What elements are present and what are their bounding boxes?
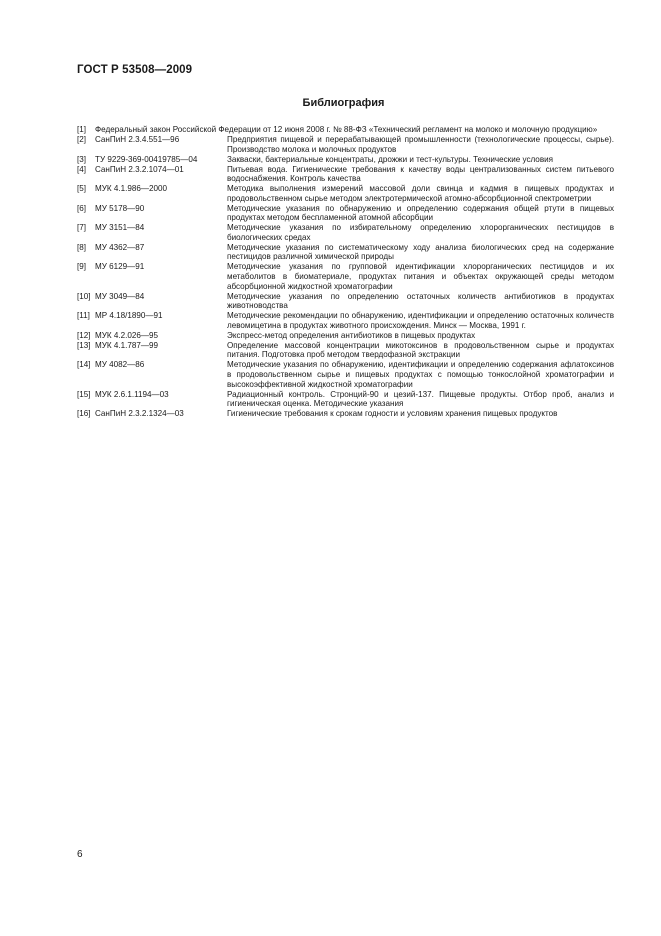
entry-reference: СанПиН 2.3.2.1324—03: [95, 409, 184, 419]
bibliography-entry: [77, 262, 614, 291]
entry-description: Методические указания по систематическому ходу анализа биологических сред на содержание пестицидов различной химической природы: [227, 242, 614, 262]
bibliography-entry: [77, 135, 614, 154]
bibliography-entry: [77, 165, 614, 184]
bibliography-entry: [77, 204, 614, 223]
entry-number: [5]: [77, 184, 86, 194]
entry-reference: МР 4.18/1890—91: [95, 311, 163, 321]
entry-number: [3]: [77, 154, 86, 164]
entry-number: [16]: [77, 409, 91, 419]
standard-code: ГОСТ Р 53508—2009: [77, 64, 193, 76]
bibliography-entry: [77, 341, 614, 360]
entry-reference: СанПиН 2.3.2.1074—01: [95, 164, 184, 174]
bibliography-entry: [77, 125, 614, 135]
entry-number: [8]: [77, 242, 86, 252]
entry-description: Предприятия пищевой и перерабатывающей промышленности (технологические процессы, сырье). Производство молока и молочных продуктов: [227, 134, 614, 154]
bibliography-entry: [77, 292, 614, 311]
entry-description: Методические указания по избирательному определению хлорорганических пестицидов в биологических средах: [227, 223, 614, 242]
entry-number: [7]: [77, 223, 86, 233]
entry-reference: МУ 4362—87: [95, 242, 145, 252]
entry-number: [10]: [77, 291, 91, 301]
entry-number: [11]: [77, 311, 90, 321]
entry-description: Питьевая вода. Гигиенические требования к качеству воды централизованных систем питьевого водоснабжения. Контроль качества: [227, 164, 614, 184]
entry-description: Методические указания по обнаружению, идентификации и определению содержания афлатоксинов в продовольственном сырье и пищевых продуктах с помощью тонкослойной хроматографии и высокоэффективной жидкостной хроматографии: [227, 360, 614, 389]
bibliography-entry: [77, 243, 614, 262]
entry-reference: МУ 6129—91: [95, 262, 145, 272]
entry-reference: МУК 2.6.1.1194—03: [95, 389, 169, 399]
entry-reference: СанПиН 2.3.4.551—96: [95, 134, 180, 144]
entry-reference: МУК 4.1.787—99: [95, 340, 158, 350]
entry-description: Методика выполнения измерений массовой доли свинца и кадмия в пищевых продуктах и продовольственном сырье методом электротермической атомно-абсорбционной спектрометрии: [227, 184, 614, 203]
entry-number: [2]: [77, 134, 86, 144]
entry-number: [15]: [77, 389, 91, 399]
entry-description: Федеральный закон Российской Федерации от 12 июня 2008 г. № 88-ФЗ «Технический регламент на молоко и молочную продукцию»: [95, 125, 598, 134]
entry-description: Гигиенические требования к срокам годности и условиям хранения пищевых продуктов: [227, 409, 558, 419]
bibliography-entry: [77, 409, 614, 419]
bibliography-entry: [77, 331, 614, 341]
bibliography-title: Библиография: [302, 97, 385, 109]
entry-reference: МУК 4.2.026—95: [95, 330, 158, 340]
entry-number: [9]: [77, 262, 86, 272]
entry-reference: МУ 3049—84: [95, 291, 145, 301]
page-number: 6: [77, 849, 83, 860]
entry-description: Закваски, бактериальные концентраты, дрожжи и тест-культуры. Технические условия: [227, 154, 554, 164]
entry-reference: МУК 4.1.986—2000: [95, 184, 167, 194]
entry-reference: МУ 4082—86: [95, 360, 145, 370]
bibliography-entry: [77, 311, 614, 330]
entry-reference: ТУ 9229-369-00419785—04: [95, 154, 198, 164]
entry-description: Методические указания по определению остаточных количеств антибиотиков в продуктах животноводства: [227, 291, 614, 311]
bibliography-list: [77, 125, 614, 419]
entry-reference: МУ 3151—84: [95, 223, 145, 233]
bibliography-entry: [77, 390, 614, 409]
bibliography-entry: [77, 184, 614, 203]
entry-description: Методические рекомендации по обнаружению, идентификации и определению остаточных количеств левомицетина в продуктах животного происхождения. Минск — Москва, 1991 г.: [227, 311, 614, 330]
bibliography-entry: [77, 223, 614, 242]
entry-description: Методические указания по групповой идентификации хлорорганических пестицидов и их метаболитов в биоматериале, продуктах питания и объектах окружающей среды методом абсорбционной жидкостной хроматографии: [227, 262, 614, 291]
entry-number: [13]: [77, 340, 91, 350]
entry-number: [6]: [77, 203, 86, 213]
entry-reference: МУ 5178—90: [95, 203, 145, 213]
entry-number: [1]: [77, 125, 86, 134]
entry-number: [4]: [77, 164, 86, 174]
entry-description: Методические указания по обнаружению и определению содержания общей ртути в пищевых продуктах методом беспламенной атомной абсорбции: [227, 203, 614, 223]
entry-description: Радиационный контроль. Стронций-90 и цезий-137. Пищевые продукты. Отбор проб, анализ и гигиеническая оценка. Методические указания: [227, 389, 614, 409]
entry-number: [12]: [77, 330, 91, 340]
entry-description: Определение массовой концентрации микотоксинов в продовольственном сырье и продуктах питания. Подготовка проб методом твердофазной экстракции: [227, 340, 614, 360]
entry-number: [14]: [77, 360, 91, 370]
bibliography-entry: [77, 360, 614, 389]
bibliography-entry: [77, 155, 614, 165]
entry-description: Экспресс-метод определения антибиотиков в пищевых продуктах: [227, 330, 476, 340]
